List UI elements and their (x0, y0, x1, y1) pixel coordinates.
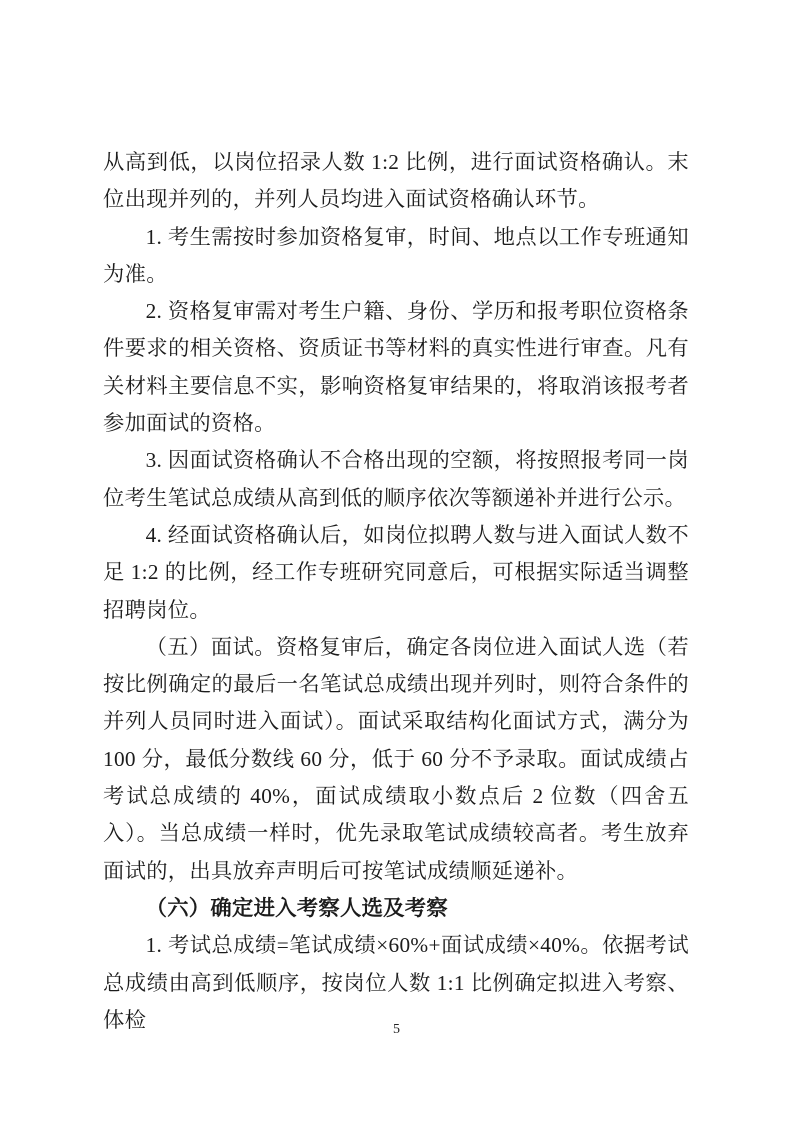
section-heading: （六）确定进入考察人选及考察 (145, 895, 448, 920)
paragraph: 2. 资格复审需对考生户籍、身份、学历和报考职位资格条件要求的相关资格、资质证书等材料的真实性进行审查。凡有关材料主要信息不实，影响资格复审结果的，将取消该报考者参加面试的资格。 (103, 299, 689, 436)
document-body (103, 144, 689, 1039)
paragraph: 3. 因面试资格确认不合格出现的空额，将按照报考同一岗位考生笔试总成绩从高到低的顺序依次等额递补并进行公示。 (103, 448, 689, 510)
paragraph: 1. 考试总成绩=笔试成绩×60%+面试成绩×40%。依据考试总成绩由高到低顺序，按岗位人数 1:1 比例确定拟进入考察、体检 (103, 933, 689, 1032)
page-number: 5 (393, 1022, 400, 1037)
paragraph: （五）面试。资格复审后，确定各岗位进入面试人选（若按比例确定的最后一名笔试总成绩出现并列时，则符合条件的并列人员同时进入面试）。面试采取结构化面试方式，满分为 100 分，最低分数线 60 分，低于 60 分不予录取。面试成绩占考试总成绩的 40%，面试成绩取小数点后 2 位数（四舍五入）。当总成绩一样时，优先录取笔试成绩较高者。考生放弃面试的，出具放弃声明后可按笔试成绩顺延递补。 (103, 634, 689, 883)
paragraph: 1. 考生需按时参加资格复审，时间、地点以工作专班通知为准。 (103, 224, 689, 286)
paragraph: 从高到低，以岗位招录人数 1:2 比例，进行面试资格确认。末位出现并列的，并列人员均进入面试资格确认环节。 (103, 150, 689, 212)
paragraph: 4. 经面试资格确认后，如岗位拟聘人数与进入面试人数不足 1:2 的比例，经工作专班研究同意后，可根据实际适当调整招聘岗位。 (103, 522, 689, 622)
